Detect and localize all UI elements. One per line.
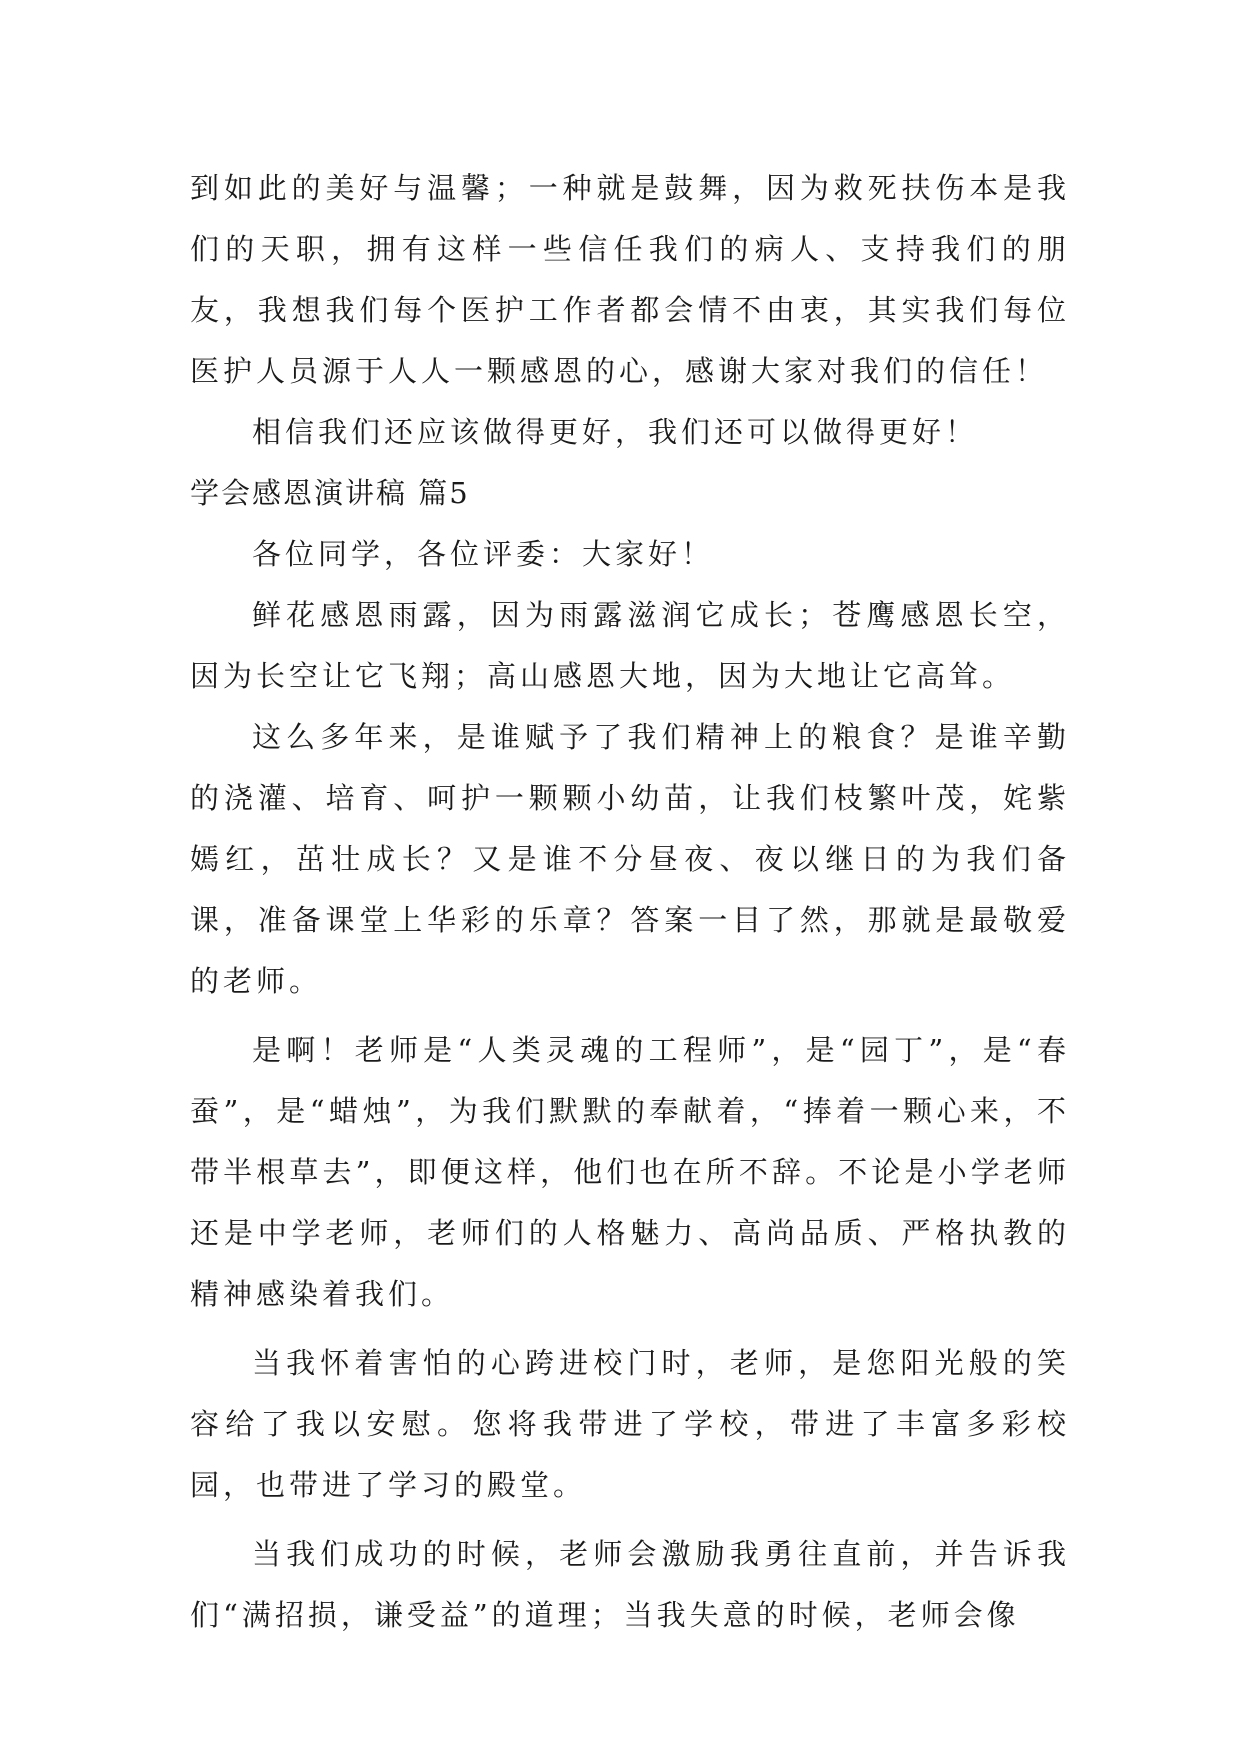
paragraph-teacher-metaphors: 是啊！老师是“人类灵魂的工程师”，是“园丁”，是“春蚕”，是“蜡烛”，为我们默默的奉献着，“捧着一颗心来，不带半根草去”，即便这样，他们也在所不辞。不论是小学老师还是中学老师，老师们的人格魅力、高尚品质、严格执教的精神感染着我们。 xyxy=(190,1033,1070,1311)
paragraph-greeting: 各位同学，各位评委：大家好！ xyxy=(252,537,715,571)
paragraph-continued: 到如此的美好与温馨；一种就是鼓舞，因为救死扶伤本是我们的天职，拥有这样一些信任我们的病人、支持我们的朋友，我想我们每个医护工作者都会情不由衷，其实我们每位医护人员源于人人一颗感恩的心，感谢大家对我们的信任！ xyxy=(190,171,1070,388)
document-body xyxy=(190,158,1070,1646)
paragraph-entering-school: 当我怀着害怕的心跨进校门时，老师，是您阳光般的笑容给了我以安慰。您将我带进了学校，带进了丰富多彩校园，也带进了学习的殿堂。 xyxy=(190,1346,1070,1502)
paragraph-closing: 相信我们还应该做得更好，我们还可以做得更好！ xyxy=(252,415,979,449)
paragraph-success-failure: 当我们成功的时候，老师会激励我勇往直前，并告诉我们“满招损，谦受益”的道理；当我失意的时候，老师会像 xyxy=(190,1537,1070,1632)
section-heading: 学会感恩演讲稿 篇5 xyxy=(190,476,470,510)
paragraph-gratitude-nature: 鲜花感恩雨露，因为雨露滋润它成长；苍鹰感恩长空，因为长空让它飞翔；高山感恩大地，因为大地让它高耸。 xyxy=(190,598,1070,693)
paragraph-who-nurtured: 这么多年来，是谁赋予了我们精神上的粮食？是谁辛勤的浇灌、培育、呵护一颗颗小幼苗，让我们枝繁叶茂，姹紫嫣红，茁壮成长？又是谁不分昼夜、夜以继日的为我们备课，准备课堂上华彩的乐章？答案一目了然，那就是最敬爱的老师。 xyxy=(190,720,1070,998)
